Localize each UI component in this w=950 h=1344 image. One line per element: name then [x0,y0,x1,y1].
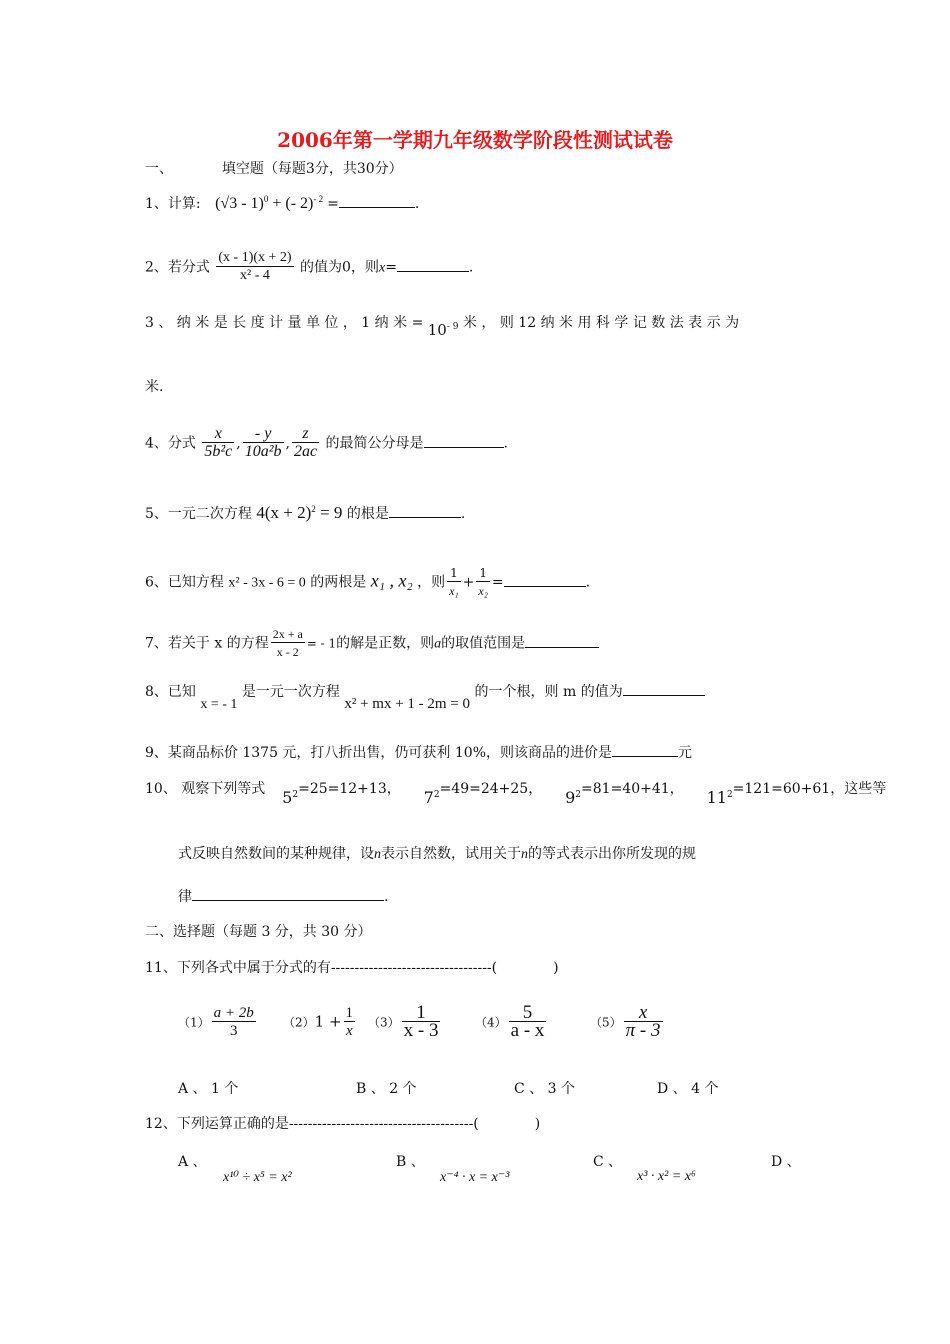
section1-title: 填空题（每题3分，共30分） [221,161,403,177]
q6-answer-blank[interactable] [504,572,586,587]
q6-equation: x² - 3x - 6 = 0 [228,575,306,591]
q9-answer-blank[interactable] [612,742,678,757]
q5-equation: $4(x + 2)^2 = 9$ [256,503,343,522]
exam-title: 2006年第一学期九年级数学阶段性测试试卷 [277,128,673,152]
q12-option-d[interactable]: D 、 [771,1154,801,1170]
question-11: 11、下列各式中属于分式的有----------------------------------( ) [145,960,559,976]
question-12: 12、下列运算正确的是---------------------------------------( ) [145,1116,541,1132]
section2-heading: 二、选择题（每题 3 分，共 30 分） [145,924,372,940]
q11-option-4: （4） $\frac{5}{a - x}$ [475,1002,545,1041]
q4-fraction-1: $\frac{x}{\text{5b²c}}$ [204,425,233,460]
q6-fraction-1: $\frac{1}{\text{x₁}}$ [449,566,459,598]
q7-fraction: $\frac{2x + a}{x - 2}$ [272,627,303,659]
q11-answer-b[interactable]: B 、 2 个 [356,1081,417,1097]
q8-given-root: x = - 1 [200,697,238,712]
q3-label: 3 、 纳 米 是 长 度 计 量 单 位 ， 1 纳 米 = [145,315,424,331]
question-7: 7、若关于 x 的方程 $\frac{2x + a}{x - 2}$ = - 1的解是正数，则a的取值范围是 [145,626,599,661]
q11-option-2: （2）1 + $\frac{1}{x}$ [283,1005,354,1039]
q7-label: 7、若关于 x 的方程 [145,635,269,652]
q8-answer-blank[interactable] [623,681,705,696]
q2-fraction: $\frac{(x - 1)(x + 2)}{\text{x² - 4}}$ [218,250,292,283]
q2-label: 2、若分式 [145,259,210,276]
q11-answer-c[interactable]: C 、 3 个 [514,1081,575,1097]
question-3-cont: 米. [145,379,164,395]
q1-label: 1、计算: [145,196,201,212]
q4-label: 4、分式 [145,435,196,452]
q2-answer-blank[interactable] [397,257,469,272]
q6-roots: x₁ , x₂ [370,570,413,591]
q11-answer-a[interactable]: A 、 1 个 [178,1081,239,1097]
q6-label: 6、已知方程 [145,574,224,591]
q7-answer-blank[interactable] [525,633,599,648]
q1-answer-blank[interactable] [339,193,415,208]
q10-label: 10、 观察下列等式 [145,781,266,797]
q9-text: 9、某商品标价 1375 元，打八折出售，仍可获利 10%，则该商品的进价是 [145,745,613,761]
question-10: 10、 观察下列等式 $5^2=25=12+13$， $7^2=49=24+25$， $9^2=81=40+41$， $11^2=121=60+61$，这些等 [145,781,887,807]
question-3: 3 、 纳 米 是 长 度 计 量 单 位 ， 1 纳 米 = $10^{- 9}$ 米 ， 则 12 纳 米 用 科 学 记 数 法 表 示 为 [145,315,740,339]
question-10-line2: 式反映自然数间的某种规律，设n表示自然数，试用关于n的等式表示出你所发现的规 [178,846,696,862]
q4-fraction-3: $\frac{z}{2ac}$ [293,425,318,460]
q11-option-5: （5） $\frac{x}{\pi - 3}$ [590,1002,661,1041]
q8-label: 8、已知 [145,684,196,700]
q3-power: $10^{- 9}$ [427,321,459,339]
question-5: 5、一元二次方程 $4(x + 2)^2 = 9$ 的根是 . [145,503,466,522]
question-2: 2、若分式 $\frac{(x - 1)(x + 2)}{\text{x² - 4}}$ 的值为0，则x= . [145,250,474,283]
q4-fraction-2: $\frac{- y}{\text{10a²b}}$ [244,425,282,460]
q1-expression: (√3 - 1)$^0$ + (- 2)$^{- 2}$ [215,194,324,212]
q10-power-2: $7^2$ [423,788,440,807]
question-1: 1、计算: (√3 - 1)$^0$ + (- 2)$^{- 2}$ = . [145,194,420,212]
q4-answer-blank[interactable] [424,433,504,448]
question-8: 8、已知 x = - 1 是一元一次方程 x² + mx + 1 - 2m = 0 的一个根，则 m 的值为 [145,681,705,701]
q12-option-b[interactable]: B 、 x⁻⁴ · x = x⁻³ [396,1154,510,1185]
q10-power-3: $9^2$ [565,788,582,807]
q11-answer-d[interactable]: D 、 4 个 [657,1081,719,1097]
q6-fraction-2: $\frac{1}{\text{x₂}}$ [478,566,488,598]
q10-answer-blank[interactable] [192,886,384,901]
section1-heading [145,158,403,178]
q12-option-a[interactable]: A 、 x¹⁰ ÷ x⁵ = x² [178,1154,292,1185]
q5-label: 5、一元二次方程 [145,506,252,522]
section1-number: 一、 [145,161,173,177]
question-9: 9、某商品标价 1375 元，打八折出售，仍可获利 10%，则该商品的进价是 元 [145,742,692,762]
q10-power-4: $11^2$ [706,788,733,807]
q11-option-3: （3） $\frac{1}{x - 3}$ [368,1002,439,1041]
q8-equation: x² + mx + 1 - 2m = 0 [344,696,471,712]
q5-answer-blank[interactable] [389,503,461,518]
question-10-line3: 律 . [178,886,388,906]
q10-power-1: $5^2$ [282,788,299,807]
question-6: 6、已知方程 x² - 3x - 6 = 0 的两根是 x₁ , x₂ ，则 $\frac{1}{\text{x₁}}$ + $\frac{1}{\text{x₂}}$ = . [145,566,591,598]
q12-option-c[interactable]: C 、 x³ · x² = x⁶ [593,1154,696,1184]
question-4: 4、分式 $\frac{x}{\text{5b²c}}$ , $\frac{- y}{\text{10a²b}}$ , $\frac{z}{2ac}$ 的最简公分母是 . [145,425,508,460]
q11-option-1: （1） $\frac{a + 2b}{3}$ [178,1005,254,1039]
